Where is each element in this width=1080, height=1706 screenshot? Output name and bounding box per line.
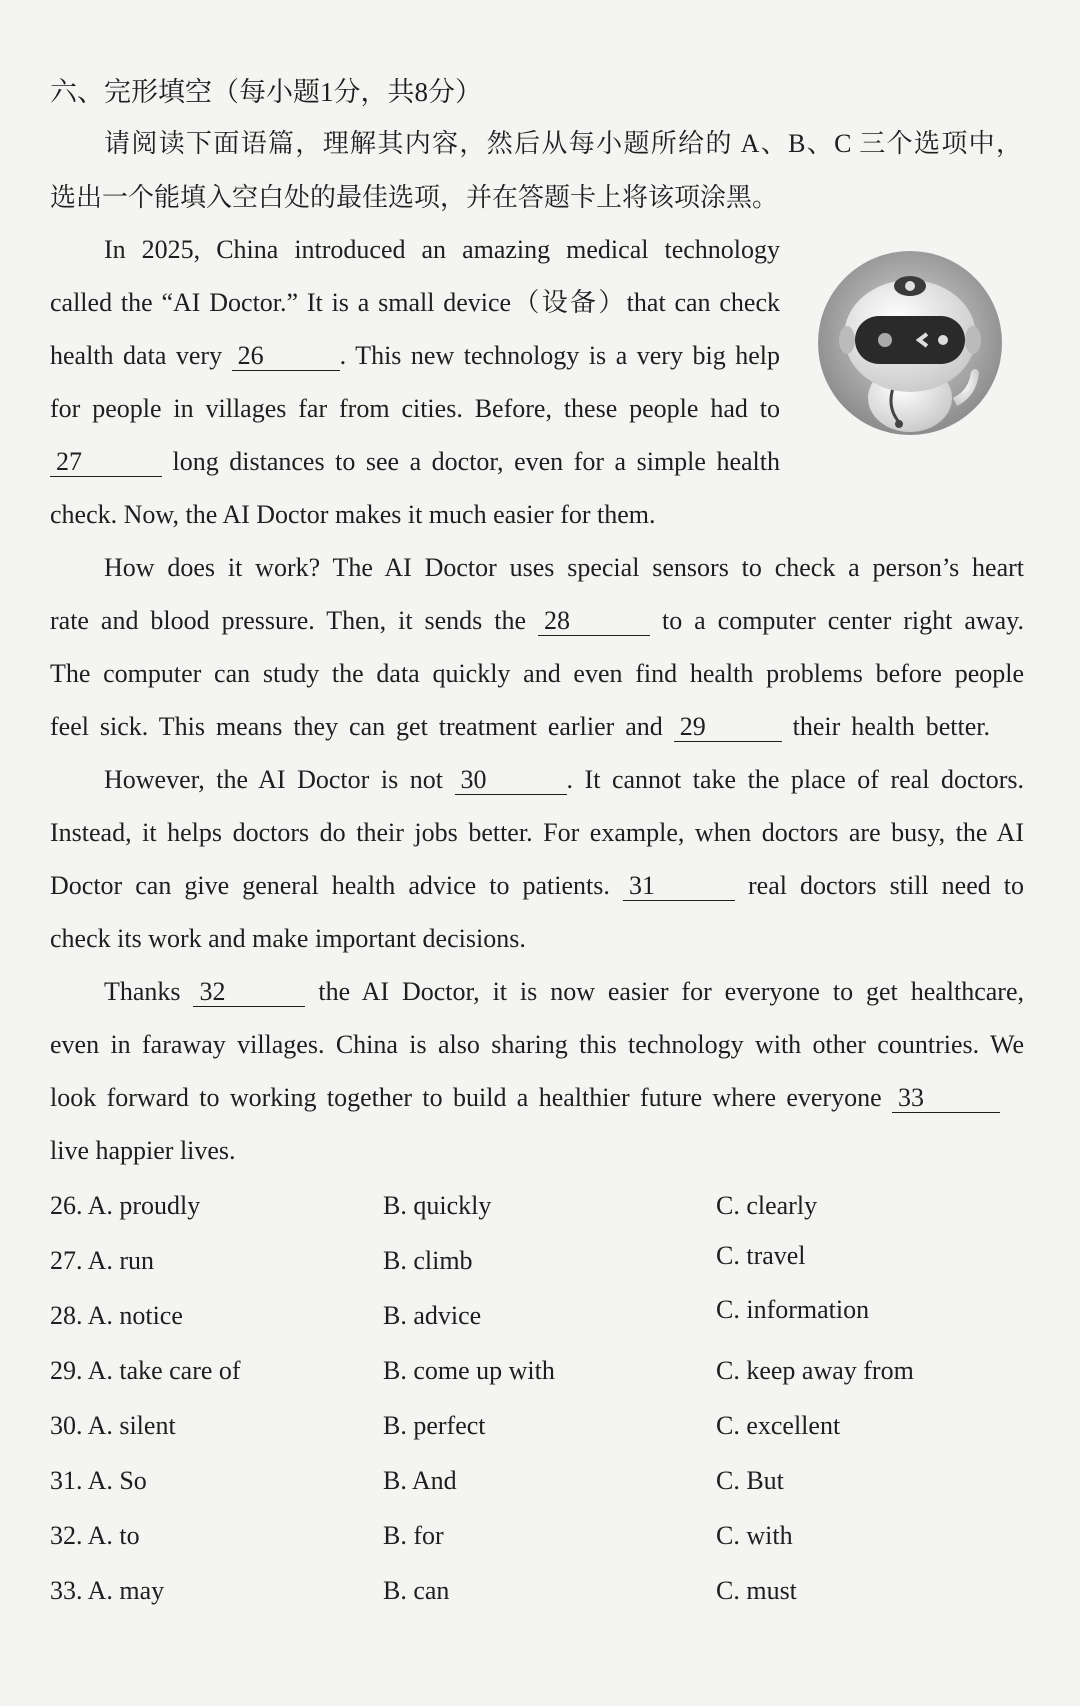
blank-28: 28 xyxy=(538,607,650,636)
passage-p1-line1: In 2025, China introduced an amazing medical technology xyxy=(104,235,780,264)
option-27-a: 27. A. run xyxy=(50,1246,154,1275)
passage-p4-line1: Thanks 32 the AI Doctor, it is now easier for everyone to get healthcare, xyxy=(104,977,1024,1006)
passage-p3-line3: Doctor can give general health advice to patients. 31 real doctors still need to xyxy=(50,871,1025,900)
option-26-c: C. clearly xyxy=(716,1191,818,1220)
blank-31: 31 xyxy=(623,872,735,901)
passage-p4-line4: live happier lives. xyxy=(50,1136,236,1165)
passage-p4-line2: even in faraway villages. China is also sharing this technology with other countries. We xyxy=(50,1030,1024,1059)
passage-p2-line1: How does it work? The AI Doctor uses special sensors to check a person’s heart xyxy=(104,553,1024,582)
passage-p3-line1: However, the AI Doctor is not 30 . It cannot take the place of real doctors. xyxy=(104,765,1025,794)
option-29-c: C. keep away from xyxy=(716,1356,914,1385)
option-27-c: C. travel xyxy=(716,1241,806,1270)
blank-32: 32 xyxy=(193,978,305,1007)
passage-p2-line2: rate and blood pressure. Then, it sends the 28 to a computer center right away. xyxy=(50,606,1024,635)
passage-p3-line2: Instead, it helps doctors do their jobs better. For example, when doctors are busy, the AI xyxy=(50,818,1024,847)
passage-p3-line4: check its work and make important decisions. xyxy=(50,924,526,953)
instruction-line-2: 选出一个能填入空白处的最佳选项，并在答题卡上将该项涂黑。 xyxy=(50,183,779,212)
passage-p1-line2: called the “AI Doctor.” It is a small device（设备）that can check xyxy=(50,288,780,317)
passage-p1-line3: health data very 26 . This new technology is a very big help xyxy=(50,341,781,370)
option-28-a: 28. A. notice xyxy=(50,1301,183,1330)
option-29-b: B. come up with xyxy=(383,1356,555,1385)
option-28-b: B. advice xyxy=(383,1301,482,1330)
passage-p2-line4: feel sick. This means they can get treatment earlier and 29 their health better. xyxy=(50,712,990,741)
option-31-c: C. But xyxy=(716,1466,784,1495)
passage-p1-line5: 27 long distances to see a doctor, even for a simple health xyxy=(50,444,780,480)
option-33-c: C. must xyxy=(716,1576,797,1605)
passage-p2-line3: The computer can study the data quickly and even find health problems before people xyxy=(50,659,1024,688)
option-27-b: B. climb xyxy=(383,1246,473,1275)
option-32-a: 32. A. to xyxy=(50,1521,140,1550)
blank-26: 26 xyxy=(232,342,340,371)
option-30-b: B. perfect xyxy=(383,1411,486,1440)
option-31-a: 31. A. So xyxy=(50,1466,147,1495)
blank-27: 27 xyxy=(50,448,162,477)
option-26-b: B. quickly xyxy=(383,1191,492,1220)
option-32-b: B. for xyxy=(383,1521,444,1550)
blank-33: 33 xyxy=(892,1084,1000,1113)
passage-p1-line6: check. Now, the AI Doctor makes it much easier for them. xyxy=(50,500,656,529)
option-30-a: 30. A. silent xyxy=(50,1411,176,1440)
option-30-c: C. excellent xyxy=(716,1411,841,1440)
option-32-c: C. with xyxy=(716,1521,793,1550)
option-29-a: 29. A. take care of xyxy=(50,1356,241,1385)
blank-29: 29 xyxy=(674,713,782,742)
option-33-b: B. can xyxy=(383,1576,450,1605)
instruction-line-1: 请阅读下面语篇，理解其内容，然后从每小题所给的 A、B、C 三个选项中， xyxy=(104,129,1022,158)
option-31-b: B. And xyxy=(383,1466,457,1495)
option-26-a: 26. A. proudly xyxy=(50,1191,201,1220)
passage-p1-line4: for people in villages far from cities. Before, these people had to xyxy=(50,394,780,423)
blank-30: 30 xyxy=(455,766,567,795)
section-title: 六、完形填空（每小题1分，共8分） xyxy=(50,77,482,107)
passage-p4-line3: look forward to working together to build a healthier future where everyone 33 xyxy=(50,1080,1000,1116)
ai-doctor-robot-illustration xyxy=(815,248,1005,438)
option-28-c: C. information xyxy=(716,1295,870,1324)
option-33-a: 33. A. may xyxy=(50,1576,165,1605)
